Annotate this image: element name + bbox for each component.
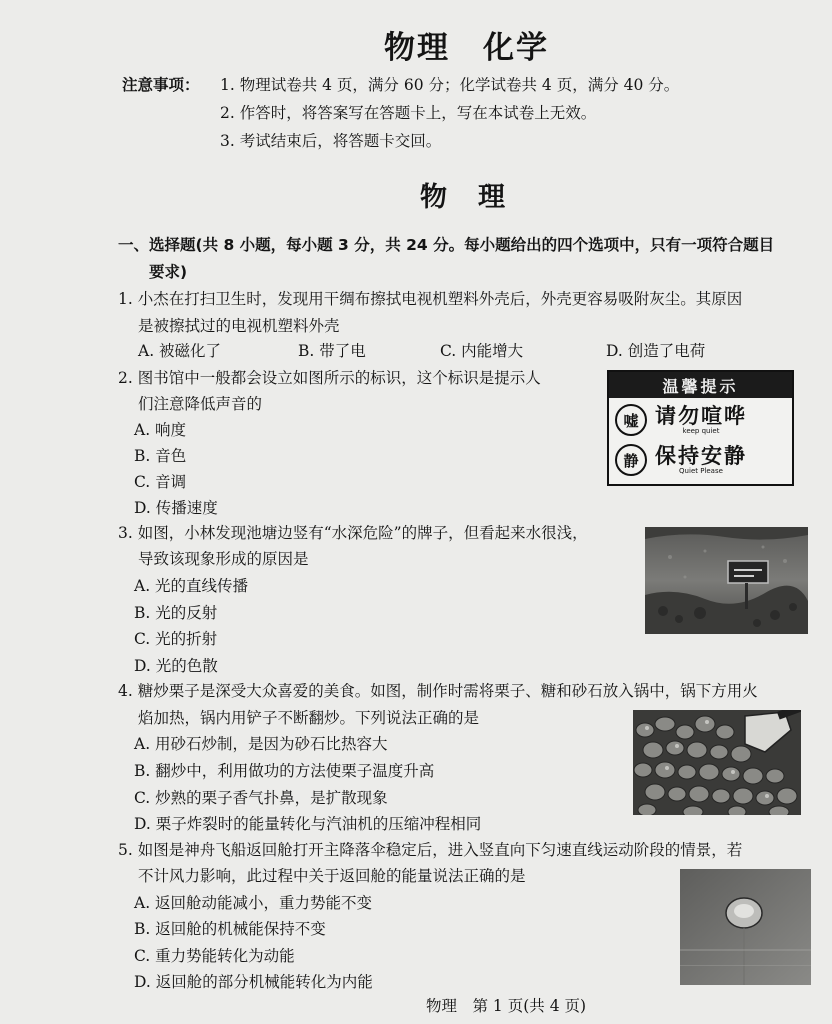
library-quiet-sign (607, 370, 794, 486)
hush-icon: 嘘 (615, 404, 647, 436)
question-1-option-b: B. 带了电 (298, 342, 366, 360)
question-3-option-d: D. 光的色散 (134, 657, 218, 675)
section-heading-cont: 要求) (149, 263, 188, 281)
question-5-stem: 5. 如图是神舟飞船返回舱打开主降落伞稳定后，进入竖直向下匀速直线运动阶段的情景，若 (118, 841, 743, 859)
capsule-descent-photo (680, 869, 811, 985)
question-4-stem: 4. 糖炒栗子是深受大众喜爱的美食。如图，制作时需将栗子、糖和砂石放入锅中，锅下方用火 (118, 682, 758, 700)
question-5-stem-cont: 不计风力影响，此过程中关于返回舱的能量说法正确的是 (138, 867, 526, 885)
page-footer: 物理 第 1 页(共 4 页) (426, 997, 587, 1015)
question-4-stem-cont: 焰加热，锅内用铲子不断翻炒。下列说法正确的是 (138, 709, 480, 727)
notice-item: 1. 物理试卷共 4 页，满分 60 分；化学试卷共 4 页，满分 40 分。 (220, 76, 680, 94)
question-1-option-a: A. 被磁化了 (138, 342, 222, 360)
question-3-option-a: A. 光的直线传播 (134, 577, 249, 595)
question-1-option-c: C. 内能增大 (440, 342, 524, 360)
question-4-option-b: B. 翻炒中，利用做功的方法使栗子温度升高 (134, 762, 435, 780)
notice-label: 注意事项： (122, 76, 200, 94)
question-2-option-a: A. 响度 (134, 421, 187, 439)
question-4-option-c: C. 炒熟的栗子香气扑鼻，是扩散现象 (134, 789, 388, 807)
question-5-option-c: C. 重力势能转化为动能 (134, 947, 295, 965)
sign-main-text: 保持安静 (655, 443, 747, 468)
sign-sub-text: Quiet Please (679, 466, 723, 475)
question-3-option-b: B. 光的反射 (134, 604, 218, 622)
question-3-option-c: C. 光的折射 (134, 630, 218, 648)
chestnut-wok-photo (633, 710, 801, 815)
question-3-stem: 3. 如图，小林发现池塘边竖有“水深危险”的牌子，但看起来水很浅， (118, 524, 588, 542)
question-2-stem: 2. 图书馆中一般都会设立如图所示的标识，这个标识是提示人 (118, 369, 541, 387)
quiet-icon: 静 (615, 444, 647, 476)
question-4-option-d: D. 栗子炸裂时的能量转化与汽油机的压缩冲程相同 (134, 815, 482, 833)
question-2-option-c: C. 音调 (134, 473, 187, 491)
sign-sub-text: keep quiet (682, 426, 720, 435)
section-heading: 一、选择题(共 8 小题，每小题 3 分，共 24 分。每小题给出的四个选项中，只有一项符合题目 (118, 236, 775, 254)
question-2-option-d: D. 传播速度 (134, 499, 218, 517)
pond-sign-photo (645, 527, 808, 634)
sign-row-quiet-please (615, 440, 747, 480)
question-4-option-a: A. 用砂石炒制，是因为砂石比热容大 (134, 735, 388, 753)
question-1-option-d: D. 创造了电荷 (606, 342, 706, 360)
subject-heading: 物 理 (420, 182, 507, 213)
question-3-stem-cont: 导致该现象形成的原因是 (138, 550, 309, 568)
question-1-stem: 1. 小杰在打扫卫生时，发现用干绸布擦拭电视机塑料外壳后，外壳更容易吸附灰尘。其原因 (118, 290, 743, 308)
notice-item: 2. 作答时，将答案写在答题卡上，写在本试卷上无效。 (220, 104, 597, 122)
sign-row-keep-quiet (615, 400, 747, 440)
sign-main-text: 请勿喧哗 (655, 403, 747, 428)
question-1-stem-cont: 是被擦拭过的电视机塑料外壳 (138, 317, 340, 335)
question-5-option-b: B. 返回舱的机械能保持不变 (134, 920, 326, 938)
question-2-option-b: B. 音色 (134, 447, 187, 465)
question-2-stem-cont: 们注意降低声音的 (138, 395, 263, 413)
question-5-option-a: A. 返回舱动能减小，重力势能不变 (134, 894, 373, 912)
question-5-option-d: D. 返回舱的部分机械能转化为内能 (134, 973, 373, 991)
page-title: 物理 化学 (384, 30, 549, 66)
sign-header: 温馨提示 (609, 372, 792, 398)
notice-item: 3. 考试结束后，将答题卡交回。 (220, 132, 442, 150)
